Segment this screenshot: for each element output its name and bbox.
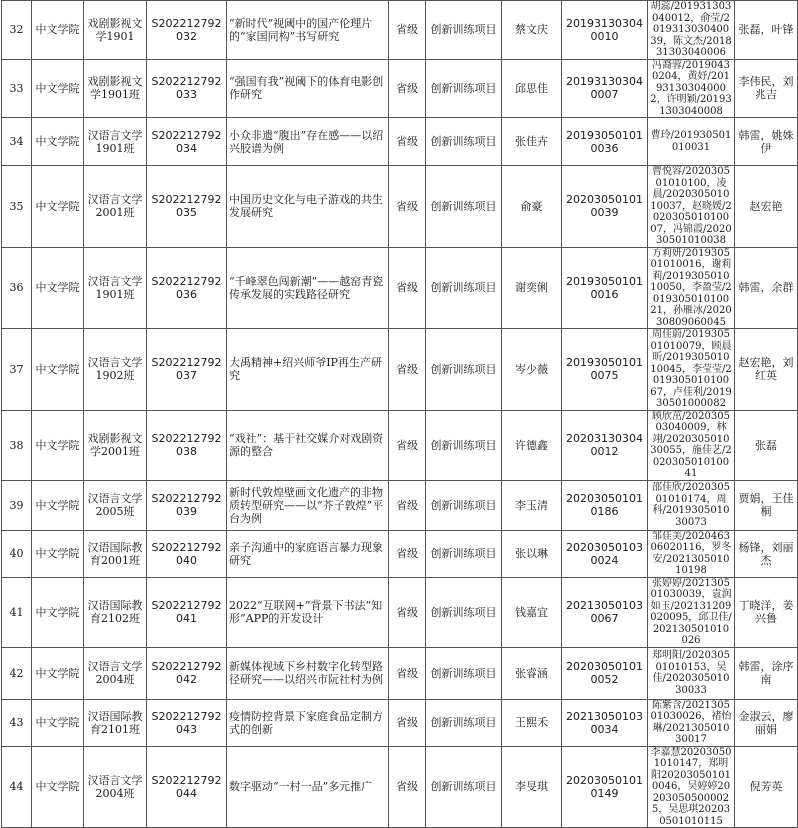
- table-row: [2, 530, 798, 577]
- leader-cell: 张以琳: [502, 530, 562, 577]
- level-cell: 省级: [389, 1, 426, 60]
- college-cell: 中文学院: [32, 247, 84, 329]
- project-title-cell: “千峰翠色闯新潮”——越窑青瓷传承发展的实践路径研究: [227, 247, 389, 329]
- project-title-cell: 疫情防控背景下家庭食品定制方式的创新: [227, 699, 389, 746]
- class-cell: 汉语言文学2004班: [84, 647, 147, 699]
- student-id-cell: 202031303040012: [562, 410, 648, 480]
- college-cell: 中文学院: [32, 480, 84, 530]
- members-cell: 冯裔蓉/20190430204，黄妤/201931303040002，许明颖/201931303040008: [648, 59, 735, 118]
- members-cell: 曹玲/201930501010031: [648, 118, 735, 166]
- level-cell: 省级: [389, 59, 426, 118]
- leader-cell: 张佳卉: [502, 118, 562, 166]
- project-title-cell: “戏社”：基于社交媒介对戏剧资源的整合: [227, 410, 389, 480]
- table-row: [2, 329, 798, 411]
- project-type-cell: 创新训练项目: [426, 410, 502, 480]
- level-cell: 省级: [389, 118, 426, 166]
- college-cell: 中文学院: [32, 1, 84, 60]
- college-cell: 中文学院: [32, 59, 84, 118]
- members-cell: 邹佳美/202046306020116，罗冬安/202130501010198: [648, 530, 735, 577]
- table-row: [2, 577, 798, 647]
- student-id-cell: 202030501010186: [562, 480, 648, 530]
- project-code-cell: S202212792032: [147, 1, 227, 60]
- project-type-cell: 创新训练项目: [426, 247, 502, 329]
- level-cell: 省级: [389, 480, 426, 530]
- class-cell: 汉语国际教育2001班: [84, 530, 147, 577]
- college-cell: 中文学院: [32, 577, 84, 647]
- class-cell: 戏剧影视文学1901班: [84, 59, 147, 118]
- advisor-cell: 杨锋，刘丽杰: [735, 530, 798, 577]
- class-cell: 汉语言文学1901班: [84, 118, 147, 166]
- level-cell: 省级: [389, 699, 426, 746]
- project-title-cell: “新时代”视阈中的国产伦理片的“家国同构”书写研究: [227, 1, 389, 60]
- student-id-cell: 201930501010036: [562, 118, 648, 166]
- project-type-cell: 创新训练项目: [426, 166, 502, 248]
- members-cell: 方莉妍/201930501010016，谢莉莉/201930501010050，李盈莹/201930501010021，孙雁冰/202030809060045: [648, 247, 735, 329]
- table-row: [2, 1, 798, 60]
- student-id-cell: 201930501010075: [562, 329, 648, 411]
- student-id-cell: 201931303040007: [562, 59, 648, 118]
- class-cell: 汉语国际教育2102班: [84, 577, 147, 647]
- members-cell: 周佳蔚/201930501010079，顾晨昕/201930501010045，李莹莹/201930501010067，卢佳利/201930501000082: [648, 329, 735, 411]
- leader-cell: 许德鑫: [502, 410, 562, 480]
- class-cell: 汉语言文学1901班: [84, 247, 147, 329]
- table-row: [2, 166, 798, 248]
- row-number: 38: [2, 410, 32, 480]
- row-number: 32: [2, 1, 32, 60]
- leader-cell: 王熙禾: [502, 699, 562, 746]
- project-title-cell: “强国有我”视阈下的体育电影创作研究: [227, 59, 389, 118]
- table-row: [2, 59, 798, 118]
- table-row: [2, 118, 798, 166]
- project-type-cell: 创新训练项目: [426, 530, 502, 577]
- advisor-cell: 赵宏艳，刘红英: [735, 329, 798, 411]
- members-cell: 顾欣茁/202030503040009，林翊/202030501030055，施佳艺/202030501010041: [648, 410, 735, 480]
- project-title-cell: 新时代敦煌壁画文化遗产的非物质转型研究——以“芥子敦煌”平台为例: [227, 480, 389, 530]
- student-id-cell: 202030501010149: [562, 746, 648, 828]
- table-row: [2, 480, 798, 530]
- leader-cell: 张睿涵: [502, 647, 562, 699]
- table-row: [2, 647, 798, 699]
- advisor-cell: 韩雷，涂序南: [735, 647, 798, 699]
- college-cell: 中文学院: [32, 329, 84, 411]
- project-type-cell: 创新训练项目: [426, 329, 502, 411]
- row-number: 36: [2, 247, 32, 329]
- row-number: 35: [2, 166, 32, 248]
- row-number: 44: [2, 746, 32, 828]
- student-id-cell: 202130501030034: [562, 699, 648, 746]
- advisor-cell: 金淑云，廖丽娟: [735, 699, 798, 746]
- table-row: [2, 746, 798, 828]
- leader-cell: 岑少薇: [502, 329, 562, 411]
- project-title-cell: 新媒体视域下乡村数字化转型路径研究——以绍兴市阮社村为例: [227, 647, 389, 699]
- project-code-cell: S202212792037: [147, 329, 227, 411]
- project-code-cell: S202212792043: [147, 699, 227, 746]
- class-cell: 戏剧影视文学1901: [84, 1, 147, 60]
- project-code-cell: S202212792041: [147, 577, 227, 647]
- advisor-cell: 张磊，叶锋: [735, 1, 798, 60]
- advisor-cell: 韩雷，姚姝伊: [735, 118, 798, 166]
- level-cell: 省级: [389, 647, 426, 699]
- advisor-cell: 韩雷，余群: [735, 247, 798, 329]
- class-cell: 汉语言文学2004班: [84, 746, 147, 828]
- level-cell: 省级: [389, 577, 426, 647]
- members-cell: 邵佳欣/202030501010174，周科/201930501030073: [648, 480, 735, 530]
- advisor-cell: 丁晓洋，姜兴鲁: [735, 577, 798, 647]
- row-number: 33: [2, 59, 32, 118]
- class-cell: 汉语言文学2001班: [84, 166, 147, 248]
- college-cell: 中文学院: [32, 118, 84, 166]
- advisor-cell: 贾娟，王佳桐: [735, 480, 798, 530]
- level-cell: 省级: [389, 746, 426, 828]
- class-cell: 汉语国际教育2101班: [84, 699, 147, 746]
- project-code-cell: S202212792039: [147, 480, 227, 530]
- college-cell: 中文学院: [32, 647, 84, 699]
- class-cell: 戏剧影视文学2001班: [84, 410, 147, 480]
- project-title-cell: 亲子沟通中的家庭语言暴力现象研究: [227, 530, 389, 577]
- college-cell: 中文学院: [32, 699, 84, 746]
- project-type-cell: 创新训练项目: [426, 480, 502, 530]
- student-id-cell: 201930501010016: [562, 247, 648, 329]
- table-row: [2, 410, 798, 480]
- project-title-cell: 中国历史文化与电子游戏的共生发展研究: [227, 166, 389, 248]
- project-type-cell: 创新训练项目: [426, 118, 502, 166]
- project-code-cell: S202212792038: [147, 410, 227, 480]
- class-cell: 汉语言文学2005班: [84, 480, 147, 530]
- project-code-cell: S202212792035: [147, 166, 227, 248]
- project-title-cell: 数字驱动“一村一品”多元推广: [227, 746, 389, 828]
- leader-cell: 俞豪: [502, 166, 562, 248]
- student-id-cell: 201931303040010: [562, 1, 648, 60]
- project-type-cell: 创新训练项目: [426, 577, 502, 647]
- row-number: 43: [2, 699, 32, 746]
- project-code-cell: S202212792036: [147, 247, 227, 329]
- advisor-cell: 赵宏艳: [735, 166, 798, 248]
- project-type-cell: 创新训练项目: [426, 699, 502, 746]
- advisor-cell: 李伟民，刘兆吉: [735, 59, 798, 118]
- members-cell: 郑明阳/202030501010153，吴佳/202030501030033: [648, 647, 735, 699]
- row-number: 37: [2, 329, 32, 411]
- level-cell: 省级: [389, 530, 426, 577]
- project-type-cell: 创新训练项目: [426, 647, 502, 699]
- table-row: [2, 247, 798, 329]
- level-cell: 省级: [389, 410, 426, 480]
- student-id-cell: 202030501030024: [562, 530, 648, 577]
- student-id-cell: 202030501010039: [562, 166, 648, 248]
- project-code-cell: S202212792034: [147, 118, 227, 166]
- row-number: 39: [2, 480, 32, 530]
- leader-cell: 邱思佳: [502, 59, 562, 118]
- project-title-cell: 2022“互联网+”背景下书法“知形”APP的开发设计: [227, 577, 389, 647]
- row-number: 34: [2, 118, 32, 166]
- project-title-cell: 大禹精神+绍兴师爷IP再生产研究: [227, 329, 389, 411]
- level-cell: 省级: [389, 247, 426, 329]
- college-cell: 中文学院: [32, 530, 84, 577]
- student-id-cell: 202130501030067: [562, 577, 648, 647]
- project-type-cell: 创新训练项目: [426, 1, 502, 60]
- student-id-cell: 202030501010052: [562, 647, 648, 699]
- members-cell: 张婷婷/202130501030039，袁润如玉/202131209020095，邱卫佳/202130501010026: [648, 577, 735, 647]
- leader-cell: 钱嘉宜: [502, 577, 562, 647]
- project-code-cell: S202212792040: [147, 530, 227, 577]
- members-cell: 李嘉慧202030501010147，郑明阳202030501010046，吴婷婷202030505000025，吴思琪202030501010115: [648, 746, 735, 828]
- class-cell: 汉语言文学1902班: [84, 329, 147, 411]
- project-code-cell: S202212792042: [147, 647, 227, 699]
- project-code-cell: S202212792044: [147, 746, 227, 828]
- project-code-cell: S202212792033: [147, 59, 227, 118]
- leader-cell: 李玉清: [502, 480, 562, 530]
- college-cell: 中文学院: [32, 410, 84, 480]
- project-type-cell: 创新训练项目: [426, 746, 502, 828]
- level-cell: 省级: [389, 166, 426, 248]
- members-cell: 陈紫含/202130501030026，褚怡琳/202130501030017: [648, 699, 735, 746]
- table-row: [2, 699, 798, 746]
- project-title-cell: 小众非遗“腹出”存在感——以绍兴胶谱为例: [227, 118, 389, 166]
- advisor-cell: 倪芳英: [735, 746, 798, 828]
- college-cell: 中文学院: [32, 746, 84, 828]
- level-cell: 省级: [389, 329, 426, 411]
- leader-cell: 蔡文庆: [502, 1, 562, 60]
- project-table: [1, 0, 798, 828]
- leader-cell: 谢奕俐: [502, 247, 562, 329]
- row-number: 42: [2, 647, 32, 699]
- row-number: 41: [2, 577, 32, 647]
- members-cell: 曹悦容/202030501010100，凌晨/202030501010037，赵晓媛/202030501010007，冯锦霞/202030501010038: [648, 166, 735, 248]
- project-type-cell: 创新训练项目: [426, 59, 502, 118]
- members-cell: 胡蕊/201931303040012，俞莹/201931303040039，陈文杰/201831303040006: [648, 1, 735, 60]
- leader-cell: 李旻琪: [502, 746, 562, 828]
- college-cell: 中文学院: [32, 166, 84, 248]
- advisor-cell: 张磊: [735, 410, 798, 480]
- row-number: 40: [2, 530, 32, 577]
